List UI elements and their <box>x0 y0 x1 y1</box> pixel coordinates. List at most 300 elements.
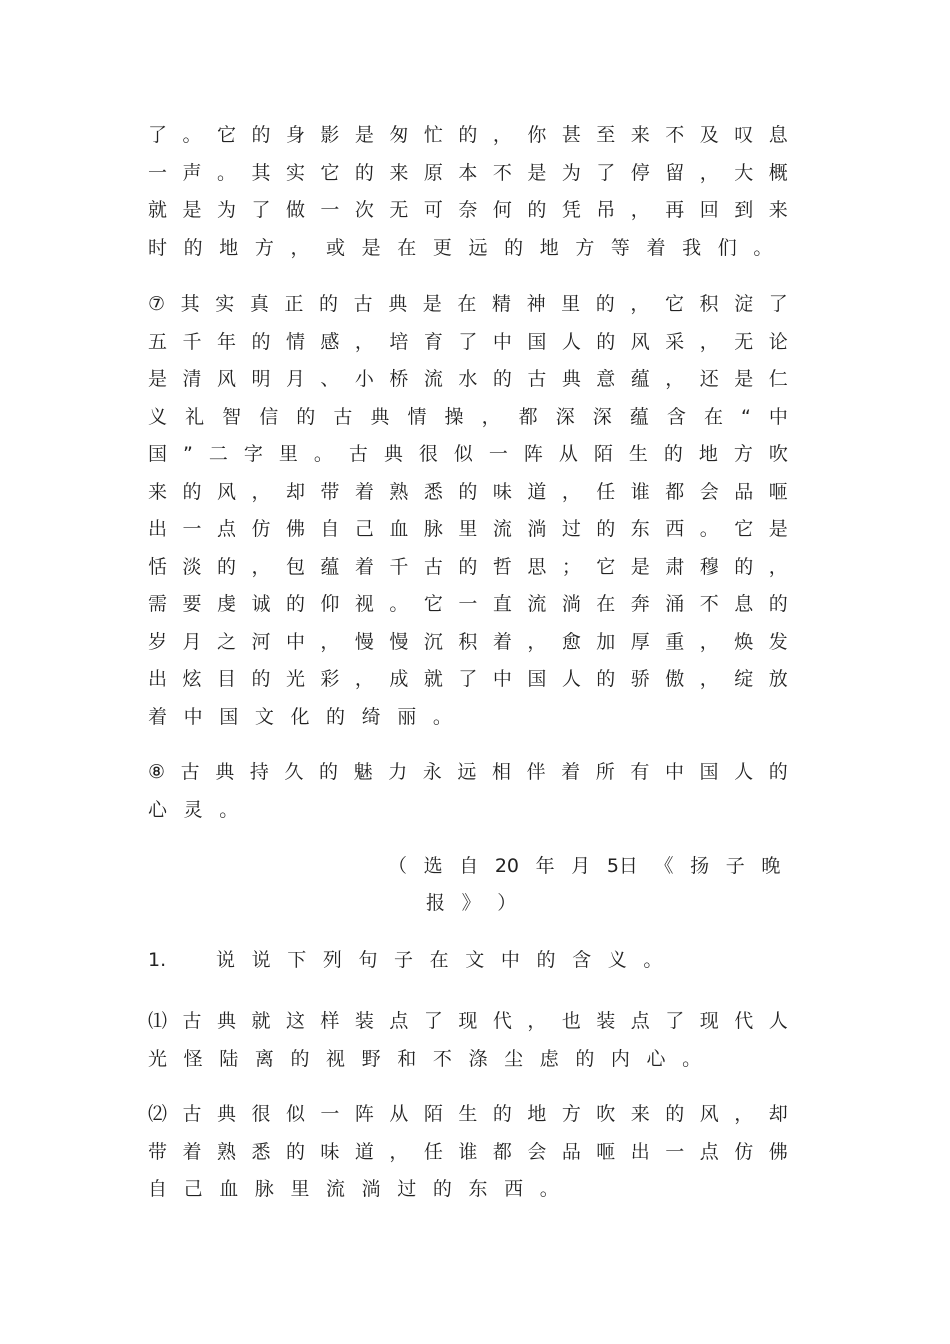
char: 谁 <box>458 1140 478 1163</box>
char: 它 <box>664 293 684 315</box>
citation-token: 自 <box>459 855 479 877</box>
char: 道 <box>354 1140 374 1163</box>
text-line <box>148 324 788 362</box>
char: 要 <box>182 593 202 615</box>
char: 谁 <box>630 480 650 503</box>
char: 的 <box>596 668 616 690</box>
char: 蕴 <box>320 555 340 578</box>
char: 真 <box>249 293 269 315</box>
char: 视 <box>326 1047 346 1070</box>
char: 含 <box>666 405 686 428</box>
char: 典 <box>215 761 235 783</box>
char: 仿 <box>251 518 271 540</box>
char: 我 <box>682 236 702 259</box>
char: 流 <box>492 518 512 540</box>
char: 积 <box>458 630 478 653</box>
char: 深 <box>592 405 612 428</box>
char: 二 <box>208 443 228 465</box>
char: 生 <box>458 1103 478 1125</box>
char: 绽 <box>734 668 754 690</box>
paragraph-continued <box>148 117 788 267</box>
char: 是 <box>527 161 547 184</box>
char: 就 <box>251 1010 271 1032</box>
source-citation-line-1 <box>388 848 797 886</box>
text-line <box>148 155 788 193</box>
char: 培 <box>389 330 409 353</box>
char: 点 <box>389 1010 409 1032</box>
char: 留 <box>665 161 685 184</box>
char: 阵 <box>354 1103 374 1125</box>
char: 从 <box>558 443 578 465</box>
char: 回 <box>699 199 719 221</box>
char: 仰 <box>320 593 340 615</box>
char: 悉 <box>251 1140 271 1163</box>
char: 是 <box>361 236 381 259</box>
char: 悉 <box>423 480 443 503</box>
char: 古 <box>348 443 368 465</box>
char: 愈 <box>561 630 581 653</box>
text-line <box>148 1041 788 1079</box>
char: 淌 <box>561 593 581 615</box>
char: 的 <box>354 161 374 184</box>
char: ， <box>699 668 719 690</box>
char: 都 <box>518 405 538 428</box>
char: 月 <box>182 630 202 653</box>
char: 在 <box>429 949 449 971</box>
citation-token: 晚 <box>761 855 781 877</box>
char: ⑦ <box>148 293 166 315</box>
char: 的 <box>319 761 339 783</box>
paragraph-8 <box>148 754 788 829</box>
char: 智 <box>222 405 242 428</box>
char: 风 <box>630 330 650 353</box>
char: 下 <box>287 949 307 971</box>
char: 出 <box>630 1140 650 1163</box>
char: 方 <box>254 236 274 259</box>
char: 里 <box>290 1178 310 1200</box>
char: 说 <box>251 949 271 971</box>
char: 是 <box>768 518 788 540</box>
char: 代 <box>734 1010 754 1032</box>
char: 为 <box>216 199 236 221</box>
text-line <box>148 511 788 549</box>
char: 丽 <box>397 705 417 728</box>
char: 息 <box>734 593 754 615</box>
char: 们 <box>717 236 737 259</box>
citation-token: 报 <box>426 892 446 914</box>
char: 方 <box>561 1103 581 1125</box>
char: 了 <box>148 124 168 146</box>
char: 你 <box>527 124 547 146</box>
char: 义 <box>148 405 168 428</box>
char: ， <box>561 480 581 503</box>
char: 着 <box>354 480 374 503</box>
char: 虔 <box>216 593 236 615</box>
char: 的 <box>575 1047 595 1070</box>
char: 伴 <box>526 761 546 783</box>
char: 灵 <box>183 798 203 821</box>
char: 、 <box>320 368 340 390</box>
char: 会 <box>527 1140 547 1163</box>
char: 涤 <box>468 1047 488 1070</box>
char: 远 <box>468 236 488 259</box>
char: 和 <box>397 1047 417 1070</box>
char: 血 <box>389 518 409 540</box>
char: 离 <box>254 1047 274 1070</box>
char: 成 <box>389 668 409 690</box>
char: 明 <box>251 368 271 390</box>
char: 中 <box>492 330 512 353</box>
char: 是 <box>630 555 650 578</box>
char: 的 <box>665 1103 685 1125</box>
char: 里 <box>458 518 478 540</box>
char: 国 <box>219 705 239 728</box>
char: 了 <box>458 330 478 353</box>
char: 典 <box>216 1103 236 1125</box>
char: 流 <box>527 593 547 615</box>
char: 在 <box>397 236 417 259</box>
char: 了 <box>596 161 616 184</box>
question-number: 1. <box>148 949 167 971</box>
char: 国 <box>699 761 719 783</box>
char: 脉 <box>254 1178 274 1200</box>
char: 直 <box>492 593 512 615</box>
text-line <box>148 1134 788 1172</box>
char: 了 <box>423 1010 443 1032</box>
char: 咂 <box>596 1140 616 1163</box>
char: 炫 <box>182 668 202 690</box>
char: 焕 <box>734 630 754 653</box>
char: 包 <box>285 555 305 578</box>
char: ， <box>734 1103 754 1125</box>
char: 己 <box>354 518 374 540</box>
char: 方 <box>575 236 595 259</box>
text-line <box>148 754 788 792</box>
char: 是 <box>734 368 754 390</box>
char: 仁 <box>768 368 788 390</box>
char: 品 <box>734 480 754 503</box>
char: 义 <box>607 949 627 971</box>
char: 是 <box>354 124 374 146</box>
text-line <box>148 230 788 268</box>
char: 会 <box>699 480 719 503</box>
char: 自 <box>320 518 340 540</box>
char: 怪 <box>183 1047 203 1070</box>
char: 佛 <box>768 1140 788 1163</box>
char: 情 <box>285 330 305 353</box>
char: 在 <box>703 405 723 428</box>
source-citation-line-2 <box>426 885 533 923</box>
char: 千 <box>389 555 409 578</box>
char: 叹 <box>734 124 754 146</box>
char: 的 <box>432 1178 452 1200</box>
text-line <box>148 792 788 830</box>
char: 己 <box>183 1178 203 1200</box>
char: 一 <box>665 1140 685 1163</box>
char: 任 <box>423 1140 443 1163</box>
char: 着 <box>492 630 512 653</box>
char: 着 <box>561 761 581 783</box>
char: 深 <box>555 405 575 428</box>
text-line <box>148 624 788 662</box>
char: 的 <box>285 1140 305 1163</box>
char: 的 <box>251 668 271 690</box>
char: 采 <box>665 330 685 353</box>
char: 忙 <box>423 124 443 146</box>
char: 的 <box>183 236 203 259</box>
char: 咂 <box>768 480 788 503</box>
char: 人 <box>561 668 581 690</box>
char: 说 <box>216 949 236 971</box>
char: 次 <box>354 199 374 221</box>
char: 来 <box>630 1103 650 1125</box>
char: 或 <box>326 236 346 259</box>
char: 的 <box>458 124 478 146</box>
char: 在 <box>457 293 477 315</box>
char: 淌 <box>527 518 547 540</box>
char: 久 <box>284 761 304 783</box>
char: 生 <box>628 443 648 465</box>
char: 远 <box>457 761 477 783</box>
char: 点 <box>216 518 236 540</box>
char: 肃 <box>665 555 685 578</box>
char: 流 <box>423 368 443 390</box>
char: 不 <box>432 1047 452 1070</box>
char: 味 <box>320 1140 340 1163</box>
char: 东 <box>468 1178 488 1200</box>
char: 却 <box>768 1103 788 1125</box>
char: 列 <box>322 949 342 971</box>
char: 样 <box>320 1010 340 1032</box>
char: 的 <box>326 705 346 728</box>
char: 味 <box>492 480 512 503</box>
char: 也 <box>561 1010 581 1032</box>
char: 来 <box>630 124 650 146</box>
char: ， <box>354 330 374 353</box>
char: 道 <box>527 480 547 503</box>
char: 力 <box>388 761 408 783</box>
char: 典 <box>561 368 581 390</box>
char: 尘 <box>504 1047 524 1070</box>
char: 吹 <box>768 443 788 465</box>
char: 品 <box>561 1140 581 1163</box>
char: 。 <box>182 124 202 146</box>
char: 的 <box>492 368 512 390</box>
char: ， <box>527 630 547 653</box>
char: 熟 <box>389 480 409 503</box>
char: 这 <box>285 1010 305 1032</box>
citation-token: 月 <box>571 855 591 877</box>
char: ， <box>290 236 310 259</box>
char: 风 <box>699 1103 719 1125</box>
char: ， <box>699 330 719 353</box>
char: 句 <box>358 949 378 971</box>
char: 哲 <box>492 555 512 578</box>
char: 水 <box>458 368 478 390</box>
char: 古 <box>333 405 353 428</box>
char: 现 <box>699 1010 719 1032</box>
char: 中 <box>664 761 684 783</box>
citation-token: 5日 <box>606 855 638 877</box>
char: 似 <box>285 1103 305 1125</box>
char: 诚 <box>251 593 271 615</box>
char: 涌 <box>665 593 685 615</box>
char: 着 <box>182 1140 202 1163</box>
char: 来 <box>148 480 168 503</box>
text-line <box>148 586 788 624</box>
char: 一 <box>320 199 340 221</box>
char: ， <box>251 555 271 578</box>
char: 。 <box>753 236 773 259</box>
char: 所 <box>595 761 615 783</box>
char: 的 <box>527 199 547 221</box>
char: 等 <box>610 236 630 259</box>
char: 彩 <box>320 668 340 690</box>
char: 里 <box>561 293 581 315</box>
char: 可 <box>423 199 443 221</box>
char: 。 <box>389 593 409 615</box>
char: 的 <box>595 293 615 315</box>
char: ， <box>699 630 719 653</box>
citation-token: （ <box>388 855 408 877</box>
char: 点 <box>630 1010 650 1032</box>
char: 地 <box>219 236 239 259</box>
char: 的 <box>285 593 305 615</box>
text-line <box>148 117 788 155</box>
char: 仿 <box>734 1140 754 1163</box>
char: 的 <box>216 555 236 578</box>
char: 自 <box>148 1178 168 1200</box>
char: 野 <box>361 1047 381 1070</box>
char: 陌 <box>423 1103 443 1125</box>
char: 其 <box>251 161 271 184</box>
char: 其 <box>180 293 200 315</box>
char: 典 <box>370 405 390 428</box>
char: 信 <box>259 405 279 428</box>
char: 的 <box>492 1103 512 1125</box>
char: 化 <box>290 705 310 728</box>
char: ， <box>768 555 788 578</box>
char: 发 <box>768 630 788 653</box>
char: 它 <box>216 124 236 146</box>
text-line <box>148 399 788 437</box>
char: 慢 <box>354 630 374 653</box>
char: 加 <box>596 630 616 653</box>
char: 风 <box>216 368 236 390</box>
char: 。 <box>313 443 333 465</box>
citation-token: 子 <box>725 855 745 877</box>
char: 。 <box>219 798 239 821</box>
char: 典 <box>383 443 403 465</box>
char: 很 <box>251 1103 271 1125</box>
char: 需 <box>148 593 168 615</box>
char: 何 <box>492 199 512 221</box>
char: 心 <box>148 798 168 821</box>
char: 时 <box>148 236 168 259</box>
char: 情 <box>407 405 427 428</box>
char: 阵 <box>523 443 543 465</box>
char: 了 <box>251 199 271 221</box>
char: 更 <box>432 236 452 259</box>
char: 不 <box>492 161 512 184</box>
char: 身 <box>285 124 305 146</box>
char: 礼 <box>185 405 205 428</box>
char: 的 <box>290 1047 310 1070</box>
char: ， <box>527 1010 547 1032</box>
char: 不 <box>699 593 719 615</box>
char: 的 <box>734 555 754 578</box>
char: 文 <box>465 949 485 971</box>
char: 文 <box>254 705 274 728</box>
char: 风 <box>216 480 236 503</box>
char: 重 <box>665 630 685 653</box>
char: ” <box>183 443 193 465</box>
char: 实 <box>215 293 235 315</box>
text-line <box>148 1003 788 1041</box>
char: 熟 <box>216 1140 236 1163</box>
char: 的 <box>319 293 339 315</box>
char: 的 <box>296 405 316 428</box>
char: 息 <box>768 124 788 146</box>
char: 无 <box>734 330 754 353</box>
char: 。 <box>216 161 236 184</box>
char: 的 <box>536 949 556 971</box>
char: 的 <box>596 518 616 540</box>
char: “ <box>741 405 751 428</box>
char: 感 <box>320 330 340 353</box>
char: 一 <box>148 161 168 184</box>
char: 出 <box>148 518 168 540</box>
char: 。 <box>432 705 452 728</box>
char: 内 <box>610 1047 630 1070</box>
char: 傲 <box>665 668 685 690</box>
text-line <box>148 474 788 512</box>
char: 的 <box>663 443 683 465</box>
text-line <box>148 361 788 399</box>
char: 从 <box>389 1103 409 1125</box>
char: 实 <box>285 161 305 184</box>
char: 国 <box>527 668 547 690</box>
char: ， <box>251 480 271 503</box>
char: 的 <box>596 330 616 353</box>
char: 意 <box>596 368 616 390</box>
char: 子 <box>394 949 414 971</box>
char: 慢 <box>389 630 409 653</box>
char: 岁 <box>148 630 168 653</box>
char: 典 <box>388 293 408 315</box>
char: 了 <box>768 293 788 315</box>
char: 心 <box>646 1047 666 1070</box>
text-line <box>148 699 788 737</box>
char: 影 <box>320 124 340 146</box>
char: 积 <box>699 293 719 315</box>
char: 淀 <box>734 293 754 315</box>
char: 装 <box>354 1010 374 1032</box>
char: 绮 <box>361 705 381 728</box>
char: 的 <box>458 480 478 503</box>
char: 的 <box>458 555 478 578</box>
char: ， <box>481 405 501 428</box>
text-line <box>148 192 788 230</box>
char: 及 <box>699 124 719 146</box>
char: 现 <box>458 1010 478 1032</box>
char: 是 <box>148 368 168 390</box>
char: 小 <box>354 368 374 390</box>
char: 古 <box>423 555 443 578</box>
char: 神 <box>526 293 546 315</box>
char: 停 <box>630 161 650 184</box>
char: 国 <box>527 330 547 353</box>
